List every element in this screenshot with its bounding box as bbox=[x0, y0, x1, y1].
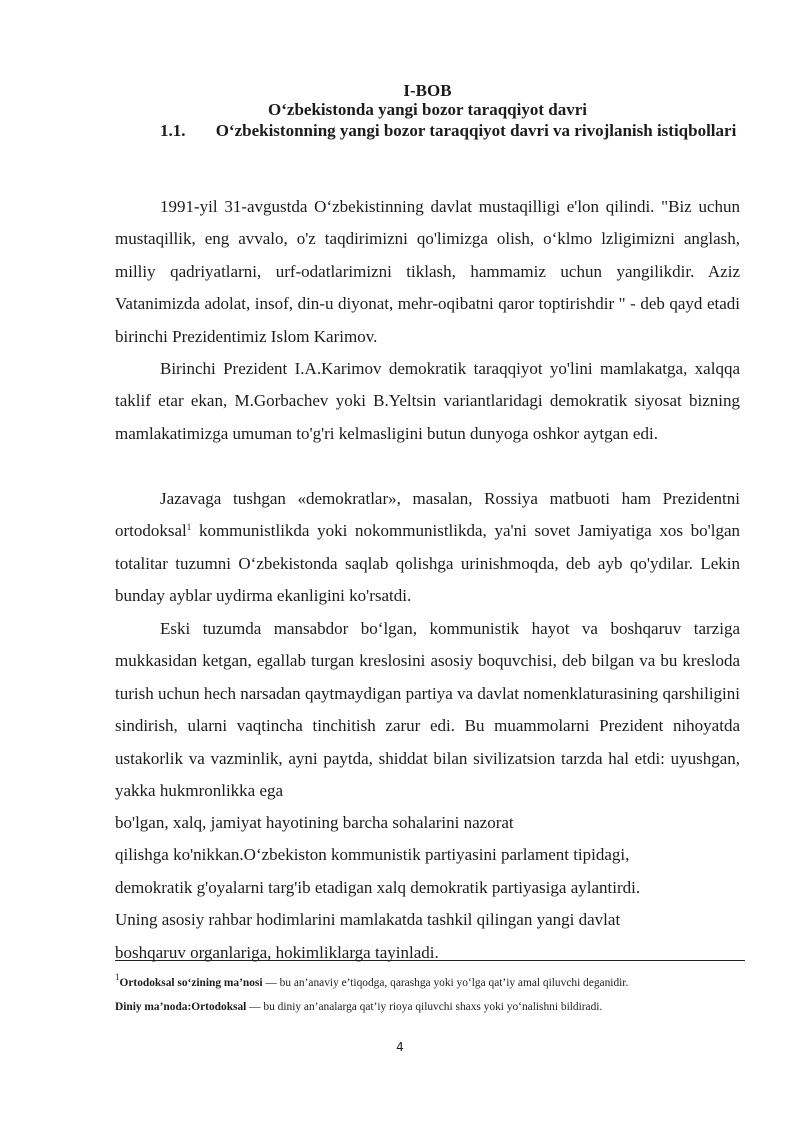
section-title: O‘zbekistonning yangi bozor taraqqiyot davri va rivojlanish istiqbollari bbox=[215, 121, 737, 140]
text-line: demokratik g'oyalarni targ'ib etadigan xalq demokratik partiyasiga aylantirdi. bbox=[115, 877, 641, 897]
paragraph-1-text: 1991-yil 31-avgustda O‘zbekistinning davlat mustaqilligi e'lon qilindi. "Biz uchun mustaqillik, eng avvalo, o'z taqdirimizni qo'limizga olish, o‘klmo lzligimizni anglash, milliy qadriyatlarni, urf-odatlarimizni tiklash, hammamiz uchun yangilikdir. Aziz Vatanimizda adolat, insof, din-u diyonat, mehr-oqibatni qaror toptirishdir " - deb qayd etadi birinchi Prezidentimiz Islom Karimov. bbox=[115, 197, 740, 346]
footnote-2 bbox=[115, 999, 755, 1015]
footnote-2-text: — bu diniy an’analarga qat’iy rioya qiluvchi shaxs yoki yo‘nalishni bildiradi. bbox=[246, 1001, 603, 1013]
paragraph-3-text-b: kommunistlikda yoki nokommunistlikda, ya'ni sovet Jamiyatiga xos bo'lgan totalitar tuzumni O‘zbekistonda saqlab qolishga urinishmoqda, deb ayb qo'ydilar. Lekin bunday ayblar uydirma ekanligini ko'rsatdi. bbox=[115, 521, 740, 606]
text-line: Uning asosiy rahbar hodimlarini mamlakatda tashkil qilingan yangi davlat bbox=[115, 910, 621, 930]
footnote-reference: 1 bbox=[186, 522, 192, 533]
chapter-title: O‘zbekistonda yangi bozor taraqqiyot davri bbox=[268, 100, 587, 119]
paragraph-2 bbox=[115, 353, 740, 450]
section-heading bbox=[160, 119, 740, 143]
text-line: bo'lgan, xalq, jamiyat hayotining barcha sohalarini nazorat bbox=[115, 813, 514, 832]
footnote-separator bbox=[115, 960, 745, 961]
paragraph-1 bbox=[115, 191, 740, 353]
paragraph-3 bbox=[115, 483, 740, 613]
text-line: qilishga ko'nikkan.O‘zbekiston kommunistik partiyasini parlament tipidagi, bbox=[115, 845, 630, 865]
paragraph-4-text: Eski tuzumda mansabdor bo‘lgan, kommunistik hayot va boshqaruv tarziga mukkasidan ketgan, egallab turgan kreslosini asosiy boquvchisi, deb bilgan va bu kresloda turish uchun hech narsadan qaytmaydigan partiya va davlat nomenklaturasining qarshiligini sindirish, ularni vaqtincha tinchitish zarur edi. Bu muammolarni Prezident nihoyatda ustakorlik va vazminlik, ayni paytda, shiddat bilan sivilizatsion tarzda hal etdi: uyushgan, yakka hukmronlikka ega bbox=[115, 619, 740, 801]
chapter-heading: I-BOB bbox=[403, 81, 452, 100]
footnote-2-term: Diniy ma’noda:Ortodoksal bbox=[115, 1001, 247, 1013]
page-number: 4 bbox=[396, 1040, 404, 1054]
section-number: 1.1. bbox=[160, 121, 186, 140]
footnote-mark: 1 bbox=[115, 972, 120, 982]
paragraph-4 bbox=[115, 613, 740, 807]
paragraph-4-continuation bbox=[115, 807, 740, 969]
footnote-1-text: — bu an’anaviy e’tiqodga, qarashga yoki yo‘lga qat’iy amal qiluvchi deganidir. bbox=[262, 977, 629, 989]
footnote-1 bbox=[115, 972, 755, 991]
paragraph-3-text-a: Jazavaga tushgan «demokratlar», masalan, Rossiya matbuoti ham Prezidentni ortodoksal bbox=[115, 489, 740, 541]
footnote-1-term: Ortodoksal so‘zining ma’nosi bbox=[119, 977, 263, 989]
paragraph-2-text: Birinchi Prezident I.A.Karimov demokratik taraqqiyot yo'lini mamlakatga, xalqqa taklif etar ekan, M.Gorbachev yoki B.Yeltsin variantlaridagi demokratik siyosat bizning mamlakatimizga umuman to'g'ri kelmasligini butun dunyoga oshkor aytgan edi. bbox=[115, 359, 740, 443]
text-line: boshqaruv organlariga, hokimliklarga tayinladi. bbox=[115, 942, 439, 962]
